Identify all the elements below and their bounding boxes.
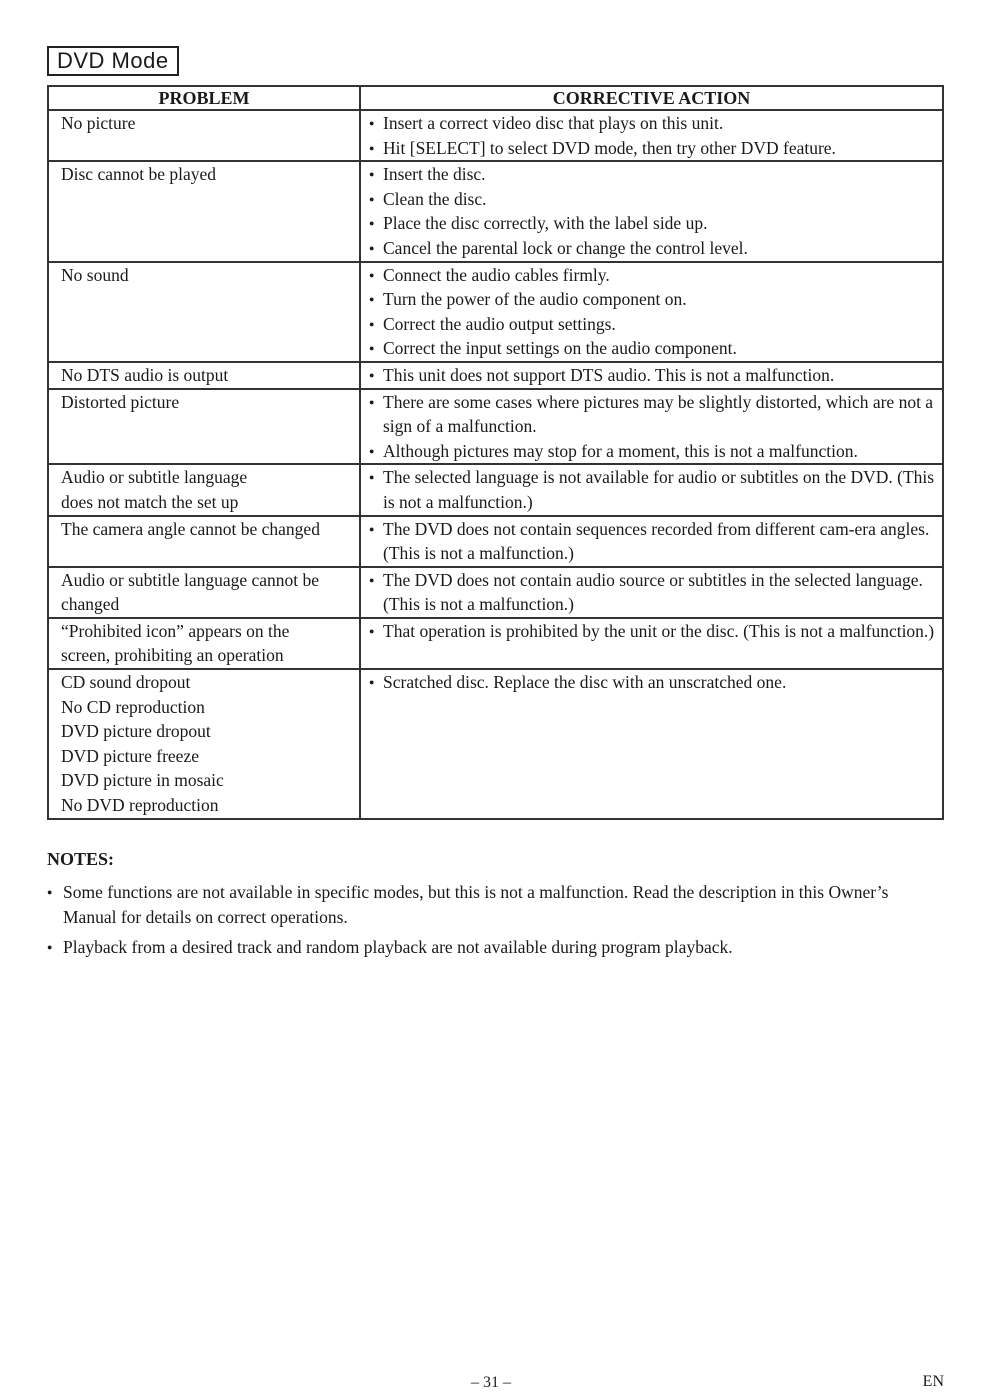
table-row xyxy=(48,110,943,161)
action-item: ● Turn the power of the audio component on. xyxy=(365,287,942,312)
action-item: ● This unit does not support DTS audio. This is not a malfunction. xyxy=(365,363,942,388)
problem-cell xyxy=(48,464,360,515)
problem-text: No CD reproduction xyxy=(61,696,205,717)
problem-cell xyxy=(48,362,360,389)
problem-text: Audio or subtitle language cannot be xyxy=(61,569,320,590)
table-row xyxy=(48,161,943,261)
problem-text: does not match the set up xyxy=(61,491,239,512)
action-item: ● Clean the disc. xyxy=(365,187,942,212)
action-item: ● The DVD does not contain sequences recorded from different cam-era angles. (This is not a malfunction.) xyxy=(365,517,942,566)
action-cell xyxy=(360,567,943,618)
table-header-row xyxy=(48,86,943,110)
action-item: ● Correct the input settings on the audio component. xyxy=(365,336,942,361)
language-code: EN xyxy=(922,1373,944,1390)
problem-text: Audio or subtitle language xyxy=(61,467,248,488)
action-cell xyxy=(360,618,943,669)
problem-text: changed xyxy=(61,594,120,615)
problem-cell xyxy=(48,516,360,567)
problem-text: CD sound dropout xyxy=(61,672,191,693)
action-item: ● Place the disc correctly, with the label side up. xyxy=(365,211,942,236)
problem-cell xyxy=(48,669,360,819)
action-cell xyxy=(360,389,943,465)
troubleshooting-table xyxy=(47,85,944,820)
header-corrective-action: CORRECTIVE ACTION xyxy=(360,86,943,110)
table-row xyxy=(48,362,943,389)
note-item: ● Some functions are not available in specific modes, but this is not a malfunction. Read the description in this Owner’s Manual for details on correct operations. xyxy=(47,880,927,930)
notes-list xyxy=(47,880,927,965)
note-item: ● Playback from a desired track and random playback are not available during program playback. xyxy=(47,935,927,960)
problem-cell xyxy=(48,110,360,161)
problem-text: No sound xyxy=(61,264,129,285)
action-item: ● That operation is prohibited by the unit or the disc. (This is not a malfunction.) xyxy=(365,619,942,644)
problem-text: Disc cannot be played xyxy=(61,164,217,185)
table-row xyxy=(48,669,943,819)
table-row xyxy=(48,567,943,618)
table-row xyxy=(48,262,943,362)
table-row xyxy=(48,389,943,465)
action-item: ● Scratched disc. Replace the disc with an unscratched one. xyxy=(365,670,942,695)
problem-text: DVD picture in mosaic xyxy=(61,770,224,791)
action-cell xyxy=(360,516,943,567)
action-item: ● Connect the audio cables firmly. xyxy=(365,263,942,288)
action-cell xyxy=(360,669,943,819)
action-cell xyxy=(360,110,943,161)
problem-text: The camera angle cannot be changed xyxy=(61,518,320,539)
action-cell xyxy=(360,161,943,261)
action-item: ● Cancel the parental lock or change the control level. xyxy=(365,236,942,261)
page-number: – 31 – xyxy=(471,1374,511,1391)
action-cell xyxy=(360,464,943,515)
problem-text: Distorted picture xyxy=(61,391,180,412)
action-item: ● Insert a correct video disc that plays on this unit. xyxy=(365,111,942,136)
table-row xyxy=(48,464,943,515)
action-item: ● The DVD does not contain audio source or subtitles in the selected language. (This is not a malfunction.) xyxy=(365,568,942,617)
notes-title: NOTES: xyxy=(47,849,115,869)
problem-cell xyxy=(48,618,360,669)
problem-text: No DVD reproduction xyxy=(61,795,219,816)
problem-cell xyxy=(48,567,360,618)
problem-text: No DTS audio is output xyxy=(61,364,229,385)
header-problem: PROBLEM xyxy=(48,86,360,110)
problem-cell xyxy=(48,389,360,465)
action-item: ● Although pictures may stop for a moment, this is not a malfunction. xyxy=(365,439,942,464)
table-row xyxy=(48,516,943,567)
problem-cell xyxy=(48,262,360,362)
problem-text: DVD picture dropout xyxy=(61,721,211,742)
action-cell xyxy=(360,262,943,362)
action-item: ● Correct the audio output settings. xyxy=(365,312,942,337)
action-item: ● The selected language is not available for audio or subtitles on the DVD. (This is not a malfunction.) xyxy=(365,465,942,514)
action-item: ● Hit [SELECT] to select DVD mode, then try other DVD feature. xyxy=(365,136,942,161)
action-item: ● Insert the disc. xyxy=(365,162,942,187)
problem-text: “Prohibited icon” appears on the xyxy=(61,620,290,641)
problem-text: screen, prohibiting an operation xyxy=(61,645,284,666)
problem-text: No picture xyxy=(61,113,136,133)
problem-cell xyxy=(48,161,360,261)
section-label: DVD Mode xyxy=(47,46,179,76)
action-item: ● There are some cases where pictures may be slightly distorted, which are not a sign of a malfunction. xyxy=(365,390,942,439)
table-row xyxy=(48,618,943,669)
action-cell xyxy=(360,362,943,389)
problem-text: DVD picture freeze xyxy=(61,745,199,766)
